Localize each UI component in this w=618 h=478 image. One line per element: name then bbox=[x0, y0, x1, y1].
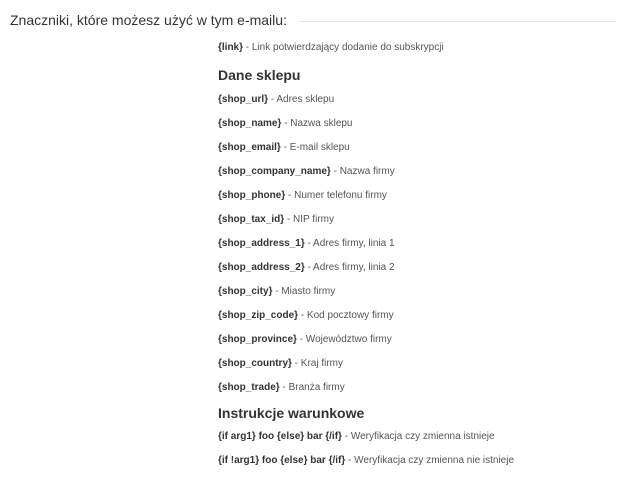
placeholder-description: - Numer telefonu firmy bbox=[285, 190, 387, 201]
placeholder-tag: {shop_province} bbox=[218, 334, 297, 345]
placeholder-description: - Nazwa sklepu bbox=[281, 118, 353, 129]
shop-placeholders bbox=[218, 93, 613, 395]
placeholder-description: - Kraj firmy bbox=[291, 358, 344, 369]
placeholder-row bbox=[218, 333, 613, 347]
placeholder-description: - Adres firmy, linia 2 bbox=[304, 262, 395, 273]
placeholder-row bbox=[218, 237, 613, 251]
placeholder-description: - Miasto firmy bbox=[272, 286, 336, 297]
placeholder-tag: {shop_address_1} bbox=[218, 238, 305, 249]
placeholder-tag: {shop_zip_code} bbox=[218, 310, 299, 321]
placeholder-tag: {shop_email} bbox=[218, 142, 281, 153]
placeholder-description: - Kod pocztowy firmy bbox=[298, 310, 394, 321]
section-heading-conditional: Instrukcje warunkowe bbox=[218, 405, 365, 421]
placeholder-tag: {shop_company_name} bbox=[218, 166, 331, 177]
placeholder-description: - E-mail sklepu bbox=[280, 142, 350, 153]
placeholder-row bbox=[218, 117, 613, 131]
placeholder-tag: {shop_name} bbox=[218, 118, 282, 129]
placeholder-tag: {shop_city} bbox=[218, 286, 273, 297]
placeholder-tag: {shop_url} bbox=[218, 94, 269, 105]
placeholder-tag: {shop_address_2} bbox=[218, 262, 305, 273]
placeholder-row bbox=[218, 285, 613, 299]
placeholder-description: - Weryfikacja czy zmienna nie istnieje bbox=[345, 455, 515, 466]
placeholders-legend bbox=[10, 12, 616, 28]
placeholder-tag: {shop_trade} bbox=[218, 382, 280, 393]
placeholder-tag: {if arg1} foo {else} bar {/if} bbox=[218, 431, 342, 442]
placeholder-row bbox=[218, 454, 613, 468]
placeholders-list bbox=[218, 41, 613, 468]
placeholder-description: - NIP firmy bbox=[284, 214, 334, 225]
placeholder-description: - Weryfikacja czy zmienna istnieje bbox=[341, 431, 495, 442]
placeholder-tag: {if !arg1} foo {else} bar {/if} bbox=[218, 455, 346, 466]
placeholder-description: - Link potwierdzający dodanie do subskrypcji bbox=[243, 42, 444, 53]
legend-divider bbox=[299, 21, 616, 22]
placeholder-description: - Nazwa firmy bbox=[330, 166, 395, 177]
placeholder-row bbox=[218, 213, 613, 227]
placeholder-row bbox=[218, 93, 613, 107]
placeholder-tag: {link} bbox=[218, 42, 244, 53]
legend-title: Znaczniki, które możesz użyć w tym e-mailu: bbox=[10, 12, 287, 28]
placeholder-tag: {shop_phone} bbox=[218, 190, 286, 201]
placeholder-row bbox=[218, 189, 613, 203]
placeholder-tag: {shop_country} bbox=[218, 358, 292, 369]
placeholder-row bbox=[218, 261, 613, 275]
placeholder-tag: {shop_tax_id} bbox=[218, 214, 285, 225]
placeholder-row bbox=[218, 381, 613, 395]
conditional-placeholders bbox=[218, 430, 613, 468]
placeholder-row-link bbox=[218, 41, 613, 55]
placeholder-row bbox=[218, 165, 613, 179]
placeholder-row bbox=[218, 141, 613, 155]
placeholder-row bbox=[218, 309, 613, 323]
placeholder-description: - Branża firmy bbox=[279, 382, 345, 393]
placeholder-description: - Adres firmy, linia 1 bbox=[304, 238, 395, 249]
placeholder-description: - Województwo firmy bbox=[296, 334, 392, 345]
placeholder-description: - Adres sklepu bbox=[268, 94, 335, 105]
section-heading-shop: Dane sklepu bbox=[218, 67, 301, 83]
placeholder-row bbox=[218, 430, 613, 444]
placeholder-row bbox=[218, 357, 613, 371]
